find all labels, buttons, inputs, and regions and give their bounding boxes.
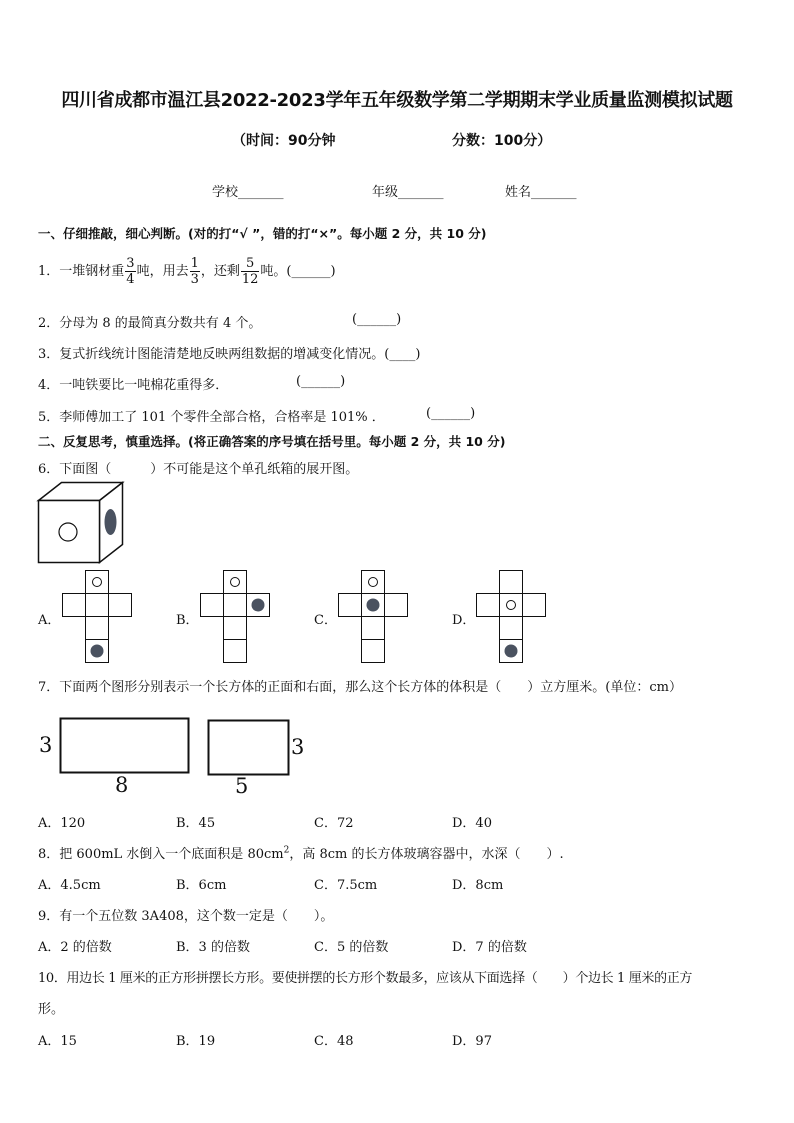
option-8c[interactable]: C．7.5cm — [314, 878, 378, 893]
option-10c[interactable]: C．48 — [314, 1034, 354, 1049]
question-10: 10．用边长 1 厘米的正方形拼摆长方形。要使拼摆的长方形个数最多，应该从下面选择（ ）个边长 1 厘米的正方 — [38, 971, 693, 986]
option-6c[interactable]: C． — [314, 613, 337, 628]
right-view-width-label: 5 — [235, 774, 249, 798]
option-8d[interactable]: D．8cm — [452, 878, 504, 893]
option-8b[interactable]: B．6cm — [176, 878, 227, 893]
name-field: 姓名_______ — [505, 185, 577, 200]
question-5: 5．李师傅加工了 101 个零件全部合格，合格率是 101% ． — [38, 410, 385, 425]
question-4-blank[interactable]: (______) — [296, 374, 346, 389]
option-7b[interactable]: B．45 — [176, 816, 216, 831]
option-7a[interactable]: A．120 — [38, 816, 86, 831]
net-a — [62, 570, 132, 663]
cube-figure — [38, 482, 124, 564]
grade-field: 年级_______ — [372, 185, 444, 200]
question-9: 9．有一个五位数 3A408，这个数一定是（ ）。 — [38, 909, 334, 924]
cuboid-views-figure — [38, 712, 318, 802]
question-4: 4．一吨铁要比一吨棉花重得多． — [38, 378, 229, 393]
section2-heading: 二、反复思考，慎重选择。(将正确答案的序号填在括号里。每小题 2 分，共 10 分) — [38, 434, 506, 449]
right-view-height-label: 3 — [291, 735, 305, 759]
fraction-1-3: $\frac{1}{3}$ — [190, 256, 199, 287]
question-8: 8．把 600mL 水倒入一个底面积是 $80cm^2$，高 8cm 的长方体玻璃容器中，水深（ ）. — [38, 845, 564, 862]
option-10b[interactable]: B．19 — [176, 1034, 216, 1049]
net-c — [338, 570, 408, 663]
question-2-blank[interactable]: (______) — [352, 312, 402, 327]
side-hole — [105, 509, 117, 535]
option-6d[interactable]: D． — [452, 613, 476, 628]
option-10d[interactable]: D．97 — [452, 1034, 492, 1049]
front-view-rect — [61, 719, 189, 773]
exam-time: （时间：90分钟 — [232, 133, 336, 149]
school-field: 学校_______ — [212, 185, 284, 200]
question-1: 1．一堆钢材重 $\frac{3}{4}$ 吨，用去 $\frac{1}{3}$ ，还剩 $\frac{5}{12}$ 吨。(______) — [38, 256, 336, 287]
option-8a[interactable]: A．4.5cm — [38, 878, 101, 893]
question-2: 2．分母为 8 的最简真分数共有 4 个。 — [38, 316, 262, 331]
option-6b[interactable]: B． — [176, 613, 199, 628]
fraction-5-12: $\frac{5}{12}$ — [241, 256, 259, 287]
option-9b[interactable]: B．3 的倍数 — [176, 940, 250, 955]
front-hole — [59, 523, 77, 541]
right-view-rect — [209, 721, 289, 775]
net-b — [200, 570, 270, 663]
front-view-width-label: 8 — [115, 773, 129, 797]
net-d — [476, 570, 546, 663]
option-7d[interactable]: D．40 — [452, 816, 492, 831]
question-3: 3．复式折线统计图能清楚地反映两组数据的增减变化情况。(____) — [38, 347, 421, 362]
section1-heading: 一、仔细推敲，细心判断。(对的打“√ ”，错的打“×”。每小题 2 分，共 10 分) — [38, 226, 487, 241]
question-10-cont: 形。 — [38, 1002, 65, 1017]
question-5-blank[interactable]: (______) — [426, 406, 476, 421]
front-view-height-label: 3 — [39, 733, 53, 757]
question-7: 7．下面两个图形分别表示一个长方体的正面和右面，那么这个长方体的体积是（ ）立方厘米。(单位：cm） — [38, 680, 682, 695]
option-9a[interactable]: A．2 的倍数 — [38, 940, 112, 955]
option-7c[interactable]: C．72 — [314, 816, 354, 831]
option-6a[interactable]: A． — [38, 613, 61, 628]
option-9d[interactable]: D．7 的倍数 — [452, 940, 527, 955]
question-6: 6．下面图（ ）不可能是这个单孔纸箱的展开图。 — [38, 462, 359, 477]
fraction-3-4: $\frac{3}{4}$ — [126, 256, 135, 287]
option-10a[interactable]: A．15 — [38, 1034, 77, 1049]
option-9c[interactable]: C．5 的倍数 — [314, 940, 389, 955]
page-title: 四川省成都市温江县2022-2023学年五年级数学第二学期期末学业质量监测模拟试题 — [61, 90, 733, 111]
exam-score: 分数：100分） — [452, 133, 552, 149]
